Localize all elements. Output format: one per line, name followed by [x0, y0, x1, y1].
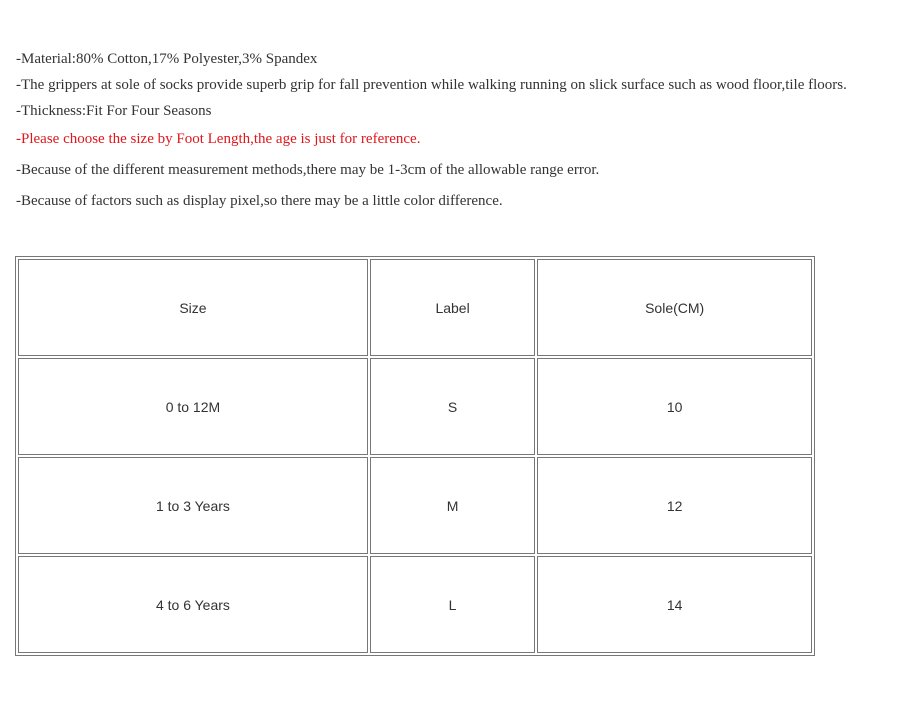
cell-sole: 12 [537, 457, 812, 554]
cell-sole: 10 [537, 358, 812, 455]
cell-size: 1 to 3 Years [18, 457, 368, 554]
header-label: Label [370, 259, 535, 356]
thickness-line: -Thickness:Fit For Four Seasons [16, 103, 212, 119]
cell-sole: 14 [537, 556, 812, 653]
table-row [18, 556, 812, 653]
size-chart-table [15, 256, 815, 656]
cell-size: 0 to 12M [18, 358, 368, 455]
table-row [18, 358, 812, 455]
cell-size: 4 to 6 Years [18, 556, 368, 653]
size-advice-line: -Please choose the size by Foot Length,the age is just for reference. [16, 131, 421, 147]
header-sole: Sole(CM) [537, 259, 812, 356]
table-header-row [18, 259, 812, 356]
table-row [18, 457, 812, 554]
cell-label: M [370, 457, 535, 554]
grippers-line: -The grippers at sole of socks provide superb grip for fall prevention while walking running on slick surface such as wood floor,tile floors. [16, 77, 847, 93]
cell-label: S [370, 358, 535, 455]
header-size: Size [18, 259, 368, 356]
cell-label: L [370, 556, 535, 653]
material-line: -Material:80% Cotton,17% Polyester,3% Spandex [16, 51, 318, 67]
color-note-line: -Because of factors such as display pixel,so there may be a little color difference. [16, 193, 503, 209]
measurement-note-line: -Because of the different measurement methods,there may be 1-3cm of the allowable range error. [16, 162, 600, 178]
